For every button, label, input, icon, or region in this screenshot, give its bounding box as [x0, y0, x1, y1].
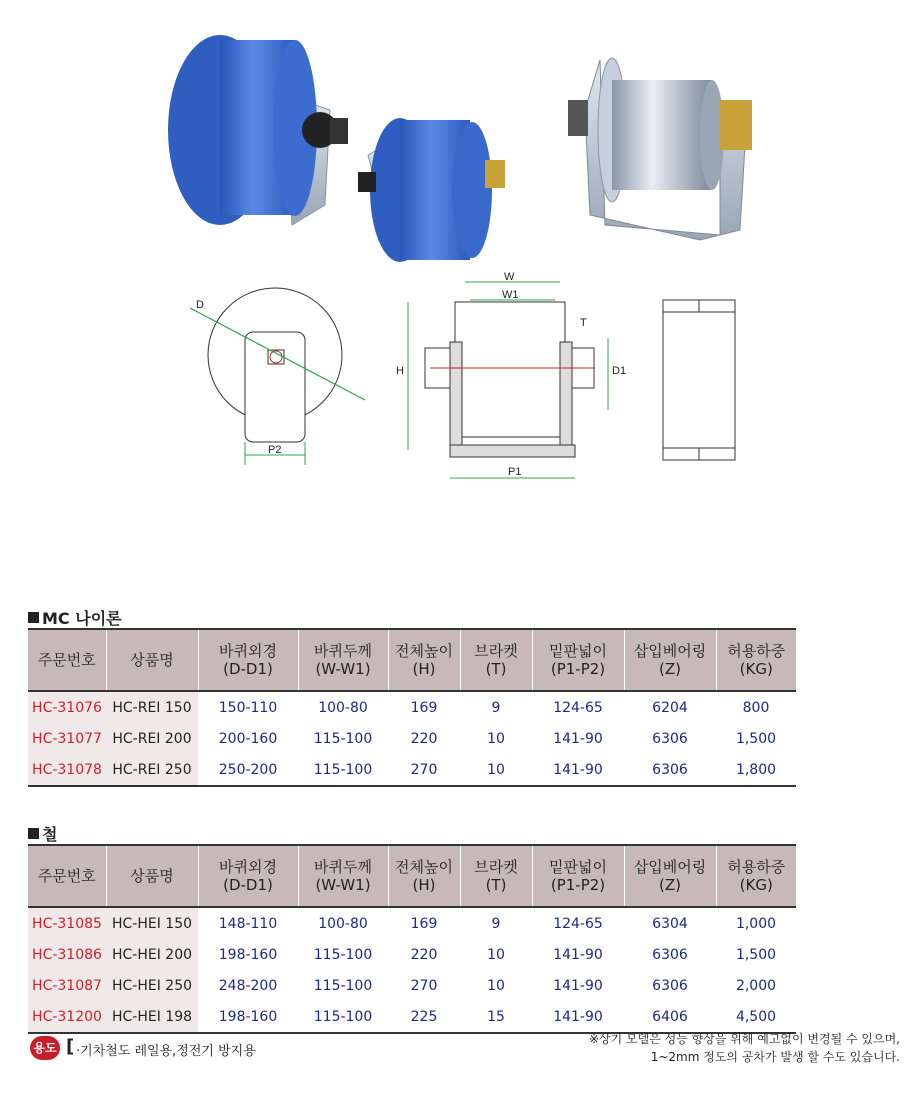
spec-value-cell: 141-90 [532, 754, 624, 786]
technical-drawing [0, 270, 922, 500]
column-header-line: (KG) [739, 660, 773, 678]
column-header-line: 브라켓 [474, 858, 518, 876]
spec-value-cell: 800 [742, 699, 770, 716]
spec-table-nylon [28, 628, 796, 787]
spec-value-cell: 1,500 [735, 730, 777, 747]
spec-value-cell: 6406 [624, 1001, 716, 1033]
spec-value-cell: 150-110 [218, 699, 278, 716]
usage-text: ·기차철도 레일용,정전기 방지용 [76, 1044, 256, 1059]
label-p1: P1 [508, 466, 522, 478]
section-title-steel: 철 [28, 822, 57, 845]
product-name-cell: HC-REI 150 [106, 691, 198, 723]
table-row [28, 939, 796, 970]
column-header-line: 바퀴두께 [314, 642, 372, 660]
spec-value-cell: 2,000 [735, 977, 777, 994]
spec-value-cell: 6306 [652, 946, 688, 963]
column-header-line: (D-D1) [223, 660, 273, 678]
table-row [28, 970, 796, 1001]
table-header-row [28, 845, 796, 907]
column-header [716, 629, 796, 691]
top-view [663, 300, 735, 460]
column-header [460, 845, 532, 907]
product-name-cell: HC-HEI 200 [106, 939, 198, 970]
order-number-cell: HC-31086 [28, 939, 106, 970]
spec-value-cell: 141-90 [553, 977, 603, 994]
section-title-nylon: MC 나이론 [28, 606, 122, 629]
spec-value-cell: 115-100 [313, 977, 373, 994]
nylon-wheel-small-photo [358, 118, 505, 262]
spec-value-cell: 115-100 [313, 730, 373, 747]
column-header-line: 주문번호 [37, 867, 96, 885]
spec-value-cell: 6306 [652, 977, 688, 994]
label-h: H [396, 365, 404, 377]
column-header-line: 브라켓 [474, 642, 518, 660]
spec-value-cell: 1,800 [716, 754, 796, 786]
spec-value-cell: 6306 [652, 730, 688, 747]
spec-value-cell: 10 [460, 754, 532, 786]
label-p2: P2 [268, 444, 282, 456]
column-header [624, 845, 716, 907]
table-header-row [28, 629, 796, 691]
order-number-cell: HC-31085 [28, 907, 106, 939]
spec-value-cell: 198-160 [218, 946, 278, 963]
column-header-line: (H) [412, 876, 436, 894]
table-row [28, 754, 796, 786]
column-header-line: (P1-P2) [550, 660, 606, 678]
spec-value-cell: 9 [491, 699, 501, 716]
column-header [298, 845, 388, 907]
label-t: T [580, 317, 587, 329]
table-row [28, 907, 796, 939]
product-name-cell: HC-HEI 250 [106, 970, 198, 1001]
spec-value-cell: 200-160 [218, 730, 278, 747]
spec-value-cell: 10 [487, 977, 505, 994]
spec-value-cell: 10 [487, 730, 505, 747]
spec-value-cell: 220 [410, 946, 438, 963]
column-header-line: (W-W1) [315, 876, 371, 894]
column-header-line: (Z) [659, 876, 681, 894]
usage-badge: 용도 [30, 1036, 60, 1060]
column-header [28, 845, 106, 907]
column-header-line: (T) [485, 876, 507, 894]
column-header [388, 845, 460, 907]
side-view [396, 271, 626, 478]
spec-value-cell: 148-110 [218, 915, 278, 932]
table-row [28, 723, 796, 754]
spec-value-cell: 6306 [624, 754, 716, 786]
column-header-line: 바퀴외경 [219, 858, 277, 876]
spec-value-cell: 6204 [652, 699, 688, 716]
column-header-line: 허용하중 [727, 858, 786, 876]
spec-value-cell: 9 [491, 915, 501, 932]
table-row [28, 691, 796, 723]
order-number-cell: HC-31078 [28, 754, 106, 786]
column-header [624, 629, 716, 691]
order-number-cell: HC-31076 [28, 691, 106, 723]
spec-value-cell: 225 [388, 1001, 460, 1033]
column-header-line: (T) [485, 660, 507, 678]
spec-value-cell: 270 [410, 977, 438, 994]
spec-value-cell: 115-100 [298, 1001, 388, 1033]
column-header-line: 상품명 [130, 867, 174, 885]
product-name-cell: HC-HEI 198 [106, 1001, 198, 1033]
column-header [532, 845, 624, 907]
column-header-line: (D-D1) [223, 876, 273, 894]
note-line-1: ※상기 모델은 성능 향상을 위해 예고없이 변경될 수 있으며, [588, 1032, 900, 1046]
column-header-line: 전체높이 [395, 642, 453, 660]
spec-value-cell: 250-200 [198, 754, 298, 786]
column-header [460, 629, 532, 691]
spec-value-cell: 100-80 [318, 699, 368, 716]
spec-value-cell: 270 [388, 754, 460, 786]
label-d: D [196, 299, 204, 311]
product-name-cell: HC-REI 250 [106, 754, 198, 786]
product-name-cell: HC-REI 200 [106, 723, 198, 754]
column-header-line: 바퀴두께 [314, 858, 372, 876]
product-photos [0, 0, 922, 280]
spec-value-cell: 1,000 [735, 915, 777, 932]
column-header-line: 전체높이 [395, 858, 453, 876]
spec-value-cell: 198-160 [198, 1001, 298, 1033]
column-header-line: 허용하중 [727, 642, 786, 660]
column-header-line: (P1-P2) [550, 876, 606, 894]
spec-value-cell: 10 [487, 946, 505, 963]
column-header-line: 삽입베어링 [633, 858, 707, 876]
order-number-cell: HC-31077 [28, 723, 106, 754]
column-header-line: 상품명 [130, 651, 174, 669]
spec-value-cell: 4,500 [716, 1001, 796, 1033]
order-number-cell: HC-31200 [28, 1001, 106, 1033]
disclaimer-note [589, 1030, 900, 1066]
column-header [106, 629, 198, 691]
column-header-line: (W-W1) [315, 660, 371, 678]
note-line-2: 1~2mm 정도의 공차가 발생 할 수도 있습니다. [650, 1050, 900, 1064]
column-header [198, 629, 298, 691]
spec-value-cell: 220 [410, 730, 438, 747]
column-header-line: (KG) [739, 876, 773, 894]
spec-value-cell: 100-80 [318, 915, 368, 932]
column-header [298, 629, 388, 691]
column-header-line: 삽입베어링 [633, 642, 707, 660]
spec-value-cell: 169 [410, 915, 438, 932]
spec-value-cell: 115-100 [298, 754, 388, 786]
label-w: W [504, 271, 515, 283]
spec-value-cell: 141-90 [532, 1001, 624, 1033]
steel-wheel-photo [568, 58, 752, 240]
product-name-cell: HC-HEI 150 [106, 907, 198, 939]
label-d1: D1 [612, 365, 627, 377]
column-header-line: 밑판넓이 [549, 858, 607, 876]
spec-value-cell: 169 [410, 699, 438, 716]
front-view [190, 288, 365, 465]
column-header [106, 845, 198, 907]
column-header [388, 629, 460, 691]
spec-value-cell: 124-65 [553, 915, 603, 932]
spec-value-cell: 115-100 [313, 946, 373, 963]
spec-value-cell: 15 [460, 1001, 532, 1033]
column-header-line: 주문번호 [37, 651, 96, 669]
nylon-wheel-large-photo [168, 35, 348, 225]
spec-value-cell: 1,500 [735, 946, 777, 963]
column-header-line: 밑판넓이 [549, 642, 607, 660]
spec-value-cell: 124-65 [553, 699, 603, 716]
label-w1: W1 [502, 289, 519, 301]
column-header [198, 845, 298, 907]
column-header [532, 629, 624, 691]
table-row [28, 1001, 796, 1033]
usage-bracket: [ [66, 1036, 75, 1057]
column-header-line: (Z) [659, 660, 681, 678]
column-header-line: (H) [412, 660, 436, 678]
column-header [28, 629, 106, 691]
column-header [716, 845, 796, 907]
spec-value-cell: 141-90 [553, 730, 603, 747]
spec-value-cell: 141-90 [553, 946, 603, 963]
spec-value-cell: 6304 [652, 915, 688, 932]
order-number-cell: HC-31087 [28, 970, 106, 1001]
column-header-line: 바퀴외경 [219, 642, 277, 660]
spec-value-cell: 248-200 [218, 977, 278, 994]
spec-table-steel [28, 844, 796, 1034]
